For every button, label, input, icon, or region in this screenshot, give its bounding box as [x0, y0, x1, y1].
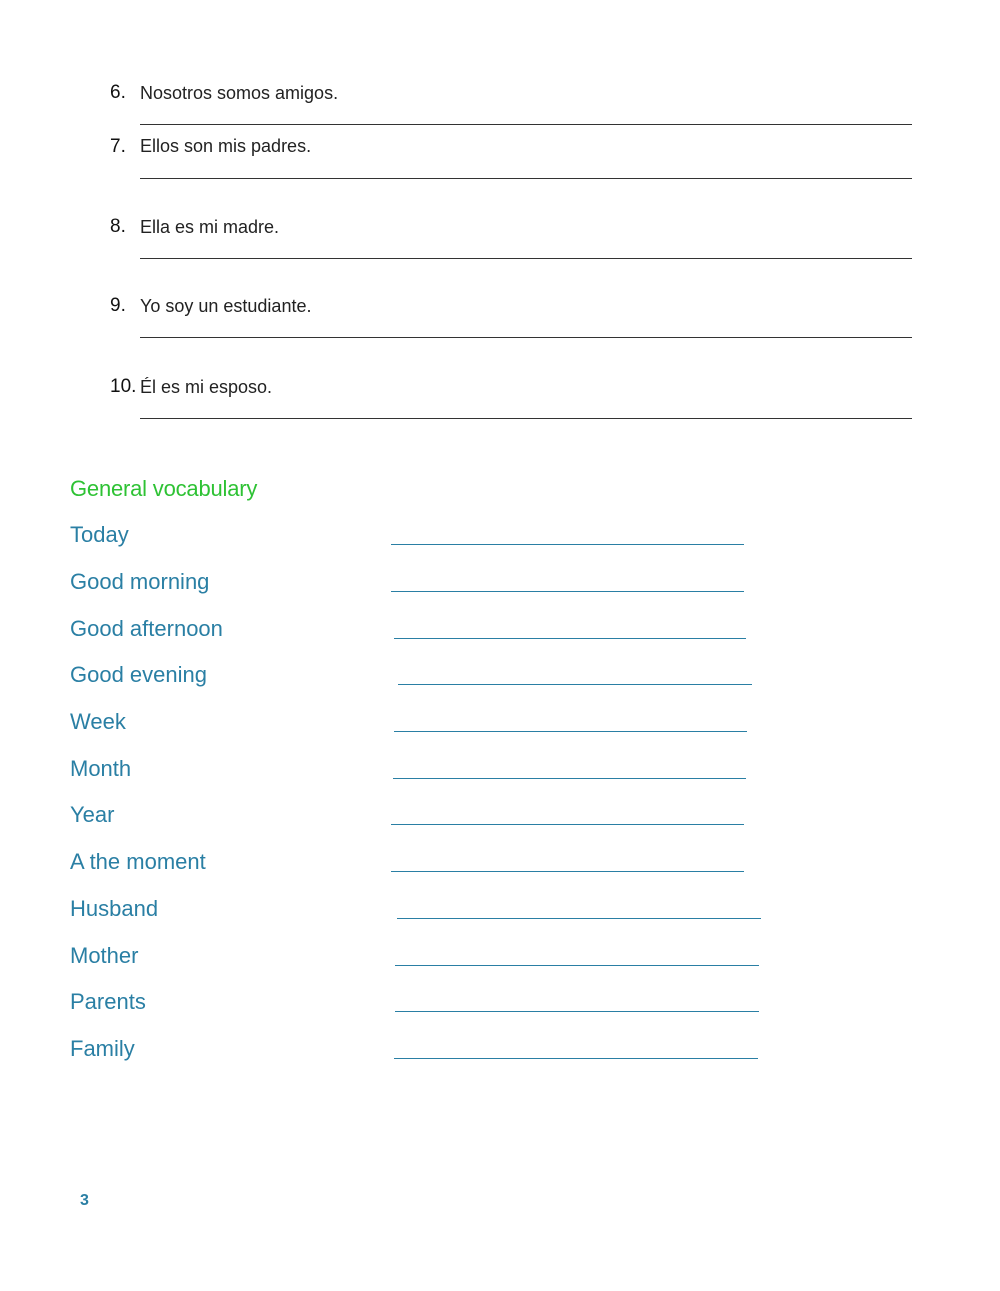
question-text: Nosotros somos amigos.: [140, 83, 339, 103]
vocab-term: Year: [70, 802, 115, 827]
answer-line[interactable]: [140, 418, 912, 419]
vocab-term: Mother: [70, 943, 139, 968]
vocab-blank[interactable]: [397, 918, 761, 919]
vocab-blank[interactable]: [391, 591, 744, 592]
answer-line[interactable]: [140, 258, 912, 259]
vocab-term: Good afternoon: [70, 616, 223, 641]
question-number: 9.: [110, 295, 126, 316]
answer-line[interactable]: [140, 178, 912, 179]
answer-line[interactable]: [140, 124, 912, 125]
section-title: General vocabulary: [70, 476, 258, 501]
answer-line[interactable]: [140, 337, 912, 338]
vocab-term: Family: [70, 1036, 135, 1061]
vocab-blank[interactable]: [394, 731, 747, 732]
question-text: Yo soy un estudiante.: [140, 296, 312, 316]
vocab-blank[interactable]: [394, 638, 746, 639]
question-number: 8.: [110, 216, 126, 237]
vocab-blank[interactable]: [395, 965, 759, 966]
vocab-blank[interactable]: [393, 778, 746, 779]
vocab-blank[interactable]: [394, 1058, 758, 1059]
vocab-blank[interactable]: [391, 871, 744, 872]
question-number: 7.: [110, 136, 126, 157]
question-text: Él es mi esposo.: [140, 377, 273, 397]
page-number: 3: [80, 1192, 89, 1209]
vocab-term: Today: [70, 522, 129, 547]
vocab-blank[interactable]: [391, 544, 744, 545]
vocab-term: Husband: [70, 896, 159, 921]
question-text: Ellos son mis padres.: [140, 136, 312, 156]
vocab-blank[interactable]: [395, 1011, 759, 1012]
vocab-term: Good evening: [70, 662, 207, 687]
vocab-blank[interactable]: [398, 684, 752, 685]
vocab-term: Week: [70, 709, 126, 734]
question-number: 6.: [110, 82, 126, 103]
vocab-blank[interactable]: [391, 824, 744, 825]
vocab-term: A the moment: [70, 849, 206, 874]
question-text: Ella es mi madre.: [140, 217, 280, 237]
question-number: 10.: [110, 376, 137, 397]
vocab-term: Good morning: [70, 569, 210, 594]
vocab-term: Month: [70, 756, 132, 781]
vocab-term: Parents: [70, 989, 146, 1014]
